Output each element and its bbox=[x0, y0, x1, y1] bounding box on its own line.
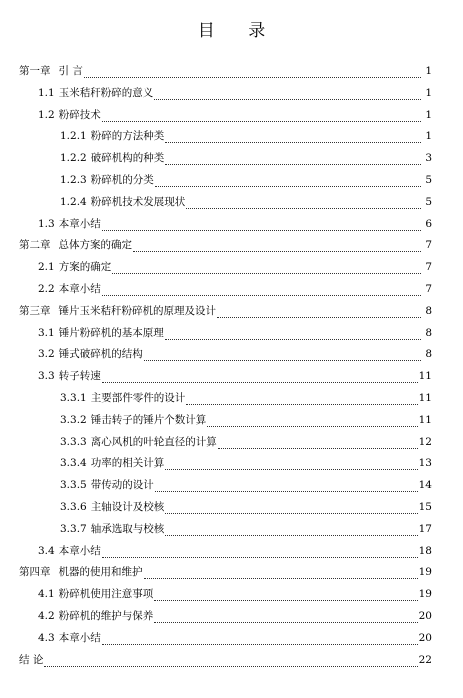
toc-entry-text: 结 论 bbox=[19, 653, 44, 666]
toc-entry-number: 1.1 bbox=[38, 86, 55, 99]
toc-entry-number: 1.3 bbox=[38, 217, 55, 230]
toc-entry-text: 锤片粉碎机的基本原理 bbox=[58, 326, 164, 339]
toc-entry-number: 第三章 bbox=[19, 304, 51, 317]
toc-entry-label bbox=[60, 391, 185, 405]
toc-entry[interactable] bbox=[19, 563, 432, 579]
toc-entry-label bbox=[60, 435, 217, 449]
toc-page-number: 1 bbox=[425, 108, 432, 121]
toc-entry-label bbox=[19, 653, 43, 667]
toc-entry-number: 1.2.3 bbox=[60, 174, 87, 186]
toc-entry-number: 3.3.7 bbox=[60, 522, 87, 535]
toc-entry-text: 粉碎的方法种类 bbox=[90, 130, 165, 143]
toc-page-number: 12 bbox=[418, 435, 432, 448]
toc-entry-number: 3.3.4 bbox=[60, 457, 87, 470]
toc-entry-label bbox=[38, 217, 101, 231]
toc-page-number: 19 bbox=[418, 588, 432, 601]
toc-leader-dots bbox=[84, 66, 421, 78]
toc-entry[interactable] bbox=[60, 171, 432, 187]
toc-entry-text: 带传动的设计 bbox=[90, 479, 154, 492]
toc-entry-text: 锤片玉米秸秆粉碎机的原理及设计 bbox=[58, 304, 216, 317]
toc-entry-label bbox=[38, 86, 153, 100]
toc-page-number: 8 bbox=[425, 326, 432, 339]
toc-entry-label bbox=[38, 282, 101, 296]
toc-entry-text: 玉米秸秆粉碎的意义 bbox=[58, 86, 154, 99]
toc-entry-label bbox=[19, 565, 143, 579]
toc-leader-dots bbox=[155, 480, 418, 492]
toc-entry-label bbox=[19, 64, 83, 78]
toc-entry-number: 3.4 bbox=[38, 544, 55, 557]
toc-entry-label bbox=[38, 347, 143, 361]
toc-leader-dots bbox=[165, 502, 417, 514]
toc-entry-text: 锤击转子的锤片个数计算 bbox=[90, 413, 207, 426]
toc-page-number: 14 bbox=[418, 479, 432, 492]
toc-entry-label bbox=[19, 304, 216, 318]
toc-entry[interactable] bbox=[60, 433, 432, 449]
toc-page-number: 1 bbox=[425, 130, 432, 143]
toc-entry-number: 2.2 bbox=[38, 283, 55, 295]
toc-page-number: 7 bbox=[425, 261, 432, 274]
toc-entry[interactable] bbox=[38, 585, 432, 601]
toc-entry-label bbox=[60, 413, 206, 427]
toc-entry-text: 粉碎技术 bbox=[58, 108, 101, 121]
toc-entry-number: 第一章 bbox=[19, 65, 51, 77]
toc-entry[interactable] bbox=[19, 62, 432, 78]
toc-entry-text: 离心风机的叶轮直径的计算 bbox=[90, 435, 217, 448]
toc-entry-label bbox=[38, 326, 164, 340]
toc-entry-number: 第二章 bbox=[19, 239, 51, 252]
toc-entry[interactable] bbox=[19, 236, 432, 252]
page-title: 目 录 bbox=[197, 21, 280, 41]
toc-page-number: 15 bbox=[418, 501, 432, 513]
toc-leader-dots bbox=[217, 306, 421, 318]
toc-entry-number: 1.2 bbox=[38, 108, 55, 121]
toc-entry[interactable] bbox=[60, 520, 432, 536]
toc-leader-dots bbox=[102, 371, 418, 383]
toc-entry[interactable] bbox=[38, 629, 432, 645]
toc-leader-dots bbox=[112, 262, 421, 274]
toc-page-number: 22 bbox=[418, 653, 432, 666]
toc-page-number: 8 bbox=[425, 348, 432, 361]
toc-entry-label bbox=[60, 522, 164, 536]
toc-leader-dots bbox=[144, 349, 421, 361]
toc-page-number: 6 bbox=[425, 217, 432, 230]
toc-entry-text: 功率的相关计算 bbox=[90, 457, 165, 470]
toc-leader-dots bbox=[165, 153, 421, 165]
toc-entry-label bbox=[38, 260, 111, 274]
toc-entry[interactable] bbox=[60, 411, 432, 427]
toc-entry-text: 总体方案的确定 bbox=[58, 239, 132, 252]
toc-page-number: 11 bbox=[418, 392, 432, 404]
toc-entry[interactable] bbox=[38, 84, 432, 100]
toc-leader-dots bbox=[207, 415, 417, 427]
toc-entry[interactable] bbox=[60, 127, 432, 143]
toc-leader-dots bbox=[186, 197, 421, 209]
toc-entry-number: 3.3 bbox=[38, 370, 55, 383]
toc-leader-dots bbox=[165, 328, 421, 340]
toc-entry[interactable] bbox=[19, 651, 432, 667]
toc-page-number: 1 bbox=[425, 65, 432, 77]
toc-entry-number: 3.3.3 bbox=[60, 435, 87, 448]
toc-leader-dots bbox=[165, 458, 417, 470]
toc-entry-number: 4.2 bbox=[38, 610, 55, 622]
toc-entry-number: 4.1 bbox=[38, 588, 55, 601]
toc-leader-dots bbox=[102, 284, 421, 296]
toc-leader-dots bbox=[102, 633, 418, 645]
toc-entry-label bbox=[60, 173, 154, 187]
toc-page-number: 8 bbox=[425, 304, 432, 317]
toc-entry-text: 主轴设计及校核 bbox=[90, 501, 165, 513]
toc-entry-number: 3.2 bbox=[38, 348, 55, 361]
toc-entry-label bbox=[60, 478, 154, 492]
toc-entry-text: 粉碎机使用注意事项 bbox=[58, 588, 154, 601]
toc-page-number: 11 bbox=[418, 370, 432, 383]
toc-entry-number: 3.3.5 bbox=[60, 479, 87, 492]
toc-entry-number: 3.3.1 bbox=[60, 392, 87, 404]
toc-leader-dots bbox=[218, 437, 418, 449]
toc-entry-number: 3.3.6 bbox=[60, 501, 87, 513]
toc-entry[interactable] bbox=[38, 258, 432, 274]
toc-leader-dots bbox=[165, 524, 417, 536]
toc-entry[interactable] bbox=[60, 149, 432, 165]
toc-entry-number: 1.2.2 bbox=[60, 152, 87, 165]
toc-entry-label bbox=[38, 108, 101, 122]
toc-entry[interactable] bbox=[38, 106, 432, 122]
toc-entry-number: 1.2.4 bbox=[60, 195, 87, 208]
toc-entry-label bbox=[38, 544, 101, 558]
toc-entry[interactable] bbox=[60, 454, 432, 470]
toc-entry-number: 第四章 bbox=[19, 566, 51, 579]
toc-entry[interactable] bbox=[38, 345, 432, 361]
toc-leader-dots bbox=[154, 611, 417, 623]
toc-leader-dots bbox=[155, 175, 421, 187]
toc-page-number: 11 bbox=[418, 413, 432, 426]
toc-entry-text: 引 言 bbox=[58, 65, 83, 77]
toc-page-number: 13 bbox=[418, 457, 432, 470]
toc-page-number: 7 bbox=[425, 239, 432, 252]
toc-entry-label bbox=[38, 369, 101, 383]
toc-entry-label bbox=[19, 238, 132, 252]
toc-page-number: 20 bbox=[418, 631, 432, 644]
toc-entry-label bbox=[38, 609, 153, 623]
toc-entry-text: 方案的确定 bbox=[58, 261, 112, 274]
toc-entry-label bbox=[60, 129, 164, 143]
toc-entry-text: 本章小结 bbox=[58, 631, 101, 644]
toc-entry[interactable] bbox=[38, 367, 432, 383]
toc-leader-dots bbox=[186, 393, 417, 405]
toc-page-number: 3 bbox=[425, 152, 432, 165]
toc-entry-text: 粉碎机技术发展现状 bbox=[90, 195, 186, 208]
toc-entry-number: 3.3.2 bbox=[60, 413, 87, 426]
toc-entry[interactable] bbox=[38, 324, 432, 340]
toc-entry-text: 粉碎机的分类 bbox=[90, 174, 154, 186]
toc-page-number: 1 bbox=[425, 86, 432, 99]
toc-entry-text: 本章小结 bbox=[58, 283, 101, 295]
toc-page-number: 5 bbox=[425, 174, 432, 186]
toc-entry[interactable] bbox=[38, 280, 432, 296]
toc-entry-text: 机器的使用和维护 bbox=[58, 566, 143, 579]
toc-page-number: 20 bbox=[418, 610, 432, 622]
toc-entry-text: 锤式破碎机的结构 bbox=[58, 348, 143, 361]
toc-entry[interactable] bbox=[38, 542, 432, 558]
toc-entry[interactable] bbox=[60, 476, 432, 492]
toc-entry-number: 3.1 bbox=[38, 326, 55, 339]
toc-entry[interactable] bbox=[38, 607, 432, 623]
toc-entry-label bbox=[38, 631, 101, 645]
toc-entry-label bbox=[60, 456, 164, 470]
toc-leader-dots bbox=[154, 88, 421, 100]
toc-page-number: 7 bbox=[425, 283, 432, 295]
toc-page-number: 17 bbox=[418, 522, 432, 535]
toc-entry-text: 粉碎机的维护与保养 bbox=[58, 610, 154, 622]
toc-entry[interactable] bbox=[60, 498, 432, 514]
toc-entry-label bbox=[38, 587, 153, 601]
toc-entry-label bbox=[60, 151, 164, 165]
toc-entry-text: 本章小结 bbox=[58, 217, 101, 230]
toc-leader-dots bbox=[144, 567, 418, 579]
toc-entry-text: 转子转速 bbox=[58, 370, 101, 383]
toc-entry-number: 1.2.1 bbox=[60, 130, 87, 143]
toc-leader-dots bbox=[102, 110, 421, 122]
toc-leader-dots bbox=[133, 240, 421, 252]
toc-entry[interactable] bbox=[19, 302, 432, 318]
toc-entry-number: 2.1 bbox=[38, 261, 55, 274]
toc-entry-label bbox=[60, 195, 185, 209]
toc-leader-dots bbox=[154, 589, 417, 601]
toc-entry-label bbox=[60, 500, 164, 514]
toc-leader-dots bbox=[165, 131, 421, 143]
toc-entry-text: 主要部件零件的设计 bbox=[90, 392, 186, 404]
toc-leader-dots bbox=[44, 655, 417, 667]
toc-entry-number: 4.3 bbox=[38, 631, 55, 644]
toc-entry-text: 本章小结 bbox=[58, 544, 101, 557]
toc-entry-text: 破碎机构的种类 bbox=[90, 152, 165, 165]
toc-entry[interactable] bbox=[38, 215, 432, 231]
toc-page-number: 18 bbox=[418, 544, 432, 557]
toc-leader-dots bbox=[102, 546, 418, 558]
toc-entry-text: 轴承选取与校核 bbox=[90, 522, 165, 535]
toc-entry[interactable] bbox=[60, 389, 432, 405]
toc-leader-dots bbox=[102, 219, 421, 231]
toc-page-number: 5 bbox=[425, 195, 432, 208]
toc-page-number: 19 bbox=[418, 566, 432, 579]
toc-entry[interactable] bbox=[60, 193, 432, 209]
